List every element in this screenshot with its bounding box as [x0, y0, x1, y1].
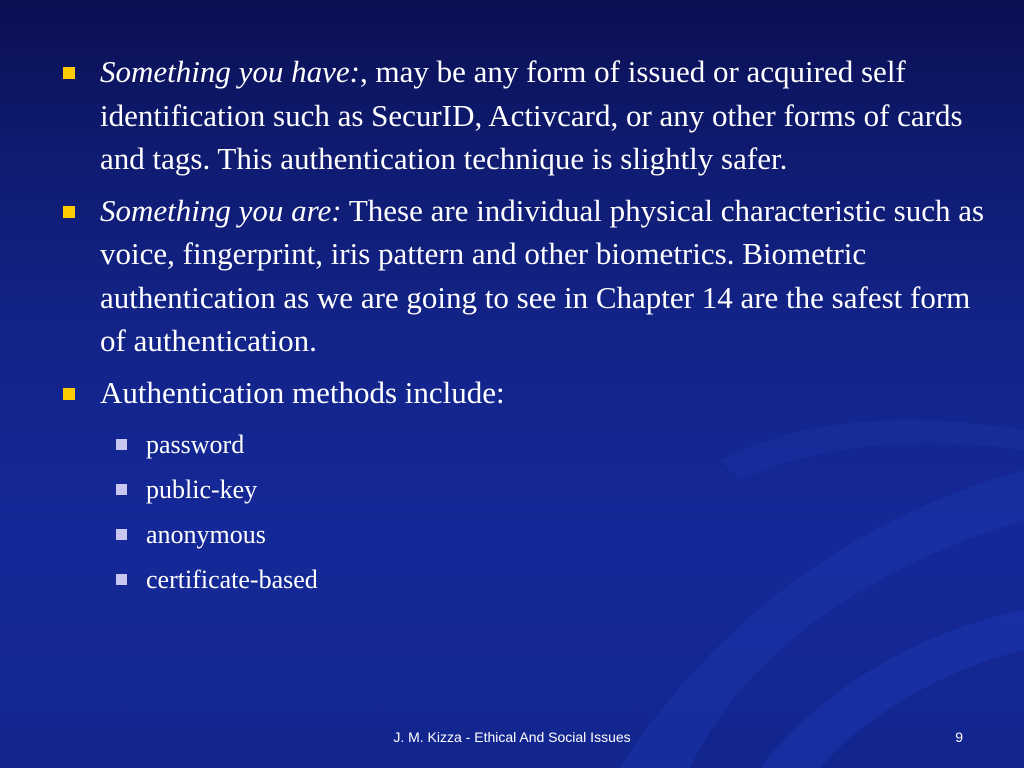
square-bullet-icon: [63, 67, 75, 79]
bullet-text: These are individual physical characteristic such as voice, fingerprint, iris pattern and other biometrics. Biometric authentication as we are going to see in Chapter 14 are the safest form of authentication.: [100, 192, 985, 358]
bullet-lead: Something you are:: [100, 192, 342, 228]
bullet-text: , may be any form of issued or acquired self identification such as SecurID, Activcard, or any other forms of cards and tags. This authentication technique is slightly safer.: [100, 54, 963, 176]
slide-footer: J. M. Kizza - Ethical And Social Issues: [393, 729, 631, 745]
sub-item-label: public-key: [146, 475, 258, 504]
square-sub-bullet-icon: [116, 574, 127, 585]
sub-item-label: certificate-based: [146, 565, 318, 594]
bullet-authentication-methods: [62, 371, 992, 415]
sub-item-certificate-based: [100, 557, 992, 602]
bullet-something-you-are: [62, 189, 992, 363]
square-sub-bullet-icon: [116, 439, 127, 450]
bullet-something-you-have: [62, 50, 992, 181]
square-sub-bullet-icon: [116, 484, 127, 495]
slide-content: [62, 50, 992, 602]
square-bullet-icon: [63, 388, 75, 400]
sub-bullet-list: [62, 422, 992, 602]
square-bullet-icon: [63, 206, 75, 218]
page-number: 9: [955, 729, 963, 745]
bullet-lead: Something you have:: [100, 54, 360, 89]
sub-item-password: [100, 422, 992, 467]
sub-item-anonymous: [100, 512, 992, 557]
sub-item-public-key: [100, 467, 992, 512]
bullet-text: Authentication methods include:: [100, 374, 505, 410]
sub-item-label: anonymous: [146, 520, 266, 549]
sub-item-label: password: [146, 430, 245, 459]
square-sub-bullet-icon: [116, 529, 127, 540]
